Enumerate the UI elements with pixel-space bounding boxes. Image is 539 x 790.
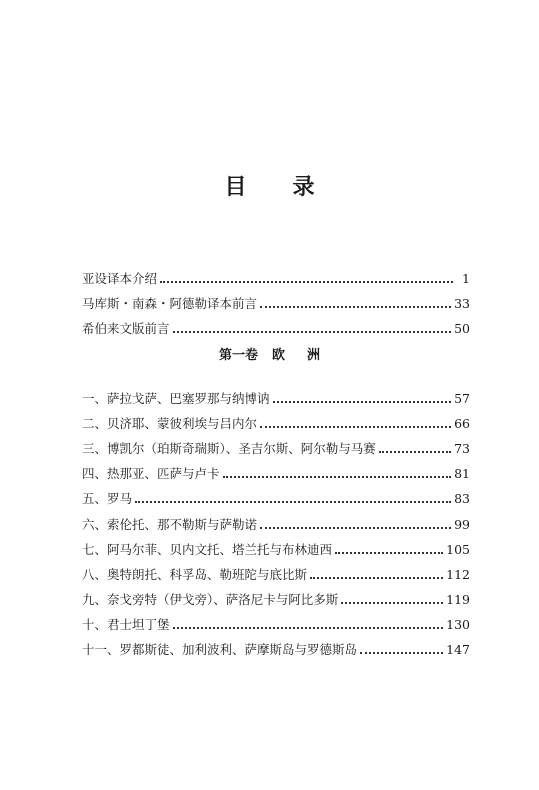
toc-entry-page: 130 — [446, 616, 470, 632]
toc-entry-title: 八、奥特朗托、科孚岛、勒班陀与底比斯 — [82, 566, 308, 582]
dot-leader — [173, 627, 444, 629]
toc-entry-title: 一、萨拉戈萨、巴塞罗那与纳博讷 — [82, 391, 270, 407]
dot-leader — [260, 426, 451, 428]
toc-entry[interactable] — [82, 457, 470, 482]
toc-entry-page: 73 — [454, 441, 470, 457]
toc-entry-title: 十、君士坦丁堡 — [82, 616, 170, 632]
toc-entry-title: 六、索伦托、那不勒斯与萨勒诺 — [82, 516, 258, 532]
toc-entry-page: 83 — [454, 491, 470, 507]
toc-entry[interactable] — [82, 407, 470, 432]
toc-entry-title: 二、贝济耶、蒙彼利埃与吕内尔 — [82, 416, 258, 432]
toc-entry-page: 66 — [454, 416, 470, 432]
toc-entry[interactable] — [82, 583, 470, 608]
toc-entry-page: 1 — [462, 271, 470, 287]
dot-leader — [379, 451, 451, 453]
dot-leader — [173, 331, 452, 333]
dot-leader — [341, 602, 443, 604]
toc-entry[interactable] — [82, 482, 470, 507]
toc-entry-page: 33 — [454, 296, 470, 312]
dot-leader — [223, 476, 452, 478]
volume-name: 欧洲 — [272, 348, 343, 363]
dot-leader — [160, 281, 453, 283]
toc-entry-title: 马库斯・南森・阿德勒译本前言 — [82, 296, 258, 312]
toc-entry-page: 105 — [446, 541, 470, 557]
dot-leader — [360, 652, 443, 654]
dot-leader — [310, 577, 443, 579]
toc-entry-page: 112 — [446, 566, 470, 582]
dot-leader — [335, 552, 443, 554]
toc-entry[interactable] — [82, 262, 470, 287]
toc-entry[interactable] — [82, 633, 470, 658]
section-heading — [0, 347, 539, 365]
toc-entry-page: 57 — [454, 391, 470, 407]
toc-entry[interactable] — [82, 432, 470, 457]
toc-entry-title: 四、热那亚、匹萨与卢卡 — [82, 466, 220, 482]
dot-leader — [273, 401, 452, 403]
toc-entry-title: 七、阿马尔菲、贝内文托、塔兰托与布林迪西 — [82, 541, 333, 557]
toc-entry-title: 三、博凯尔（珀斯奇瑞斯）、圣吉尔斯、阿尔勒与马赛 — [82, 441, 376, 457]
dot-leader — [260, 306, 451, 308]
toc-entry[interactable] — [82, 533, 470, 558]
toc-entry[interactable] — [82, 558, 470, 583]
toc-entry[interactable] — [82, 507, 470, 532]
toc-entry-title: 十一、罗都斯徒、加利波利、萨摩斯岛与罗德斯岛 — [82, 642, 358, 658]
page-title: 目录 — [224, 175, 361, 200]
toc-entry-title: 希伯来文版前言 — [82, 321, 170, 337]
dot-leader — [260, 527, 451, 529]
toc-entry-title: 五、罗马 — [82, 491, 133, 507]
front-matter-list — [82, 262, 470, 337]
volume-number: 第一卷 — [218, 348, 258, 363]
toc-entry[interactable] — [82, 382, 470, 407]
toc-entry[interactable] — [82, 608, 470, 633]
toc-entry-page: 99 — [454, 516, 470, 532]
toc-entry-page: 119 — [446, 591, 470, 607]
toc-entry[interactable] — [82, 287, 470, 312]
toc-entry[interactable] — [82, 312, 470, 337]
volume-1-list — [82, 382, 470, 658]
toc-entry-title: 亚设译本介绍 — [82, 271, 158, 287]
toc-entry-title: 九、奈戈旁特（伊戈旁）、萨洛尼卡与阿比多斯 — [82, 591, 339, 607]
toc-entry-page: 81 — [454, 466, 470, 482]
dot-leader — [135, 501, 451, 503]
toc-entry-page: 147 — [446, 642, 470, 658]
toc-entry-page: 50 — [454, 321, 470, 337]
